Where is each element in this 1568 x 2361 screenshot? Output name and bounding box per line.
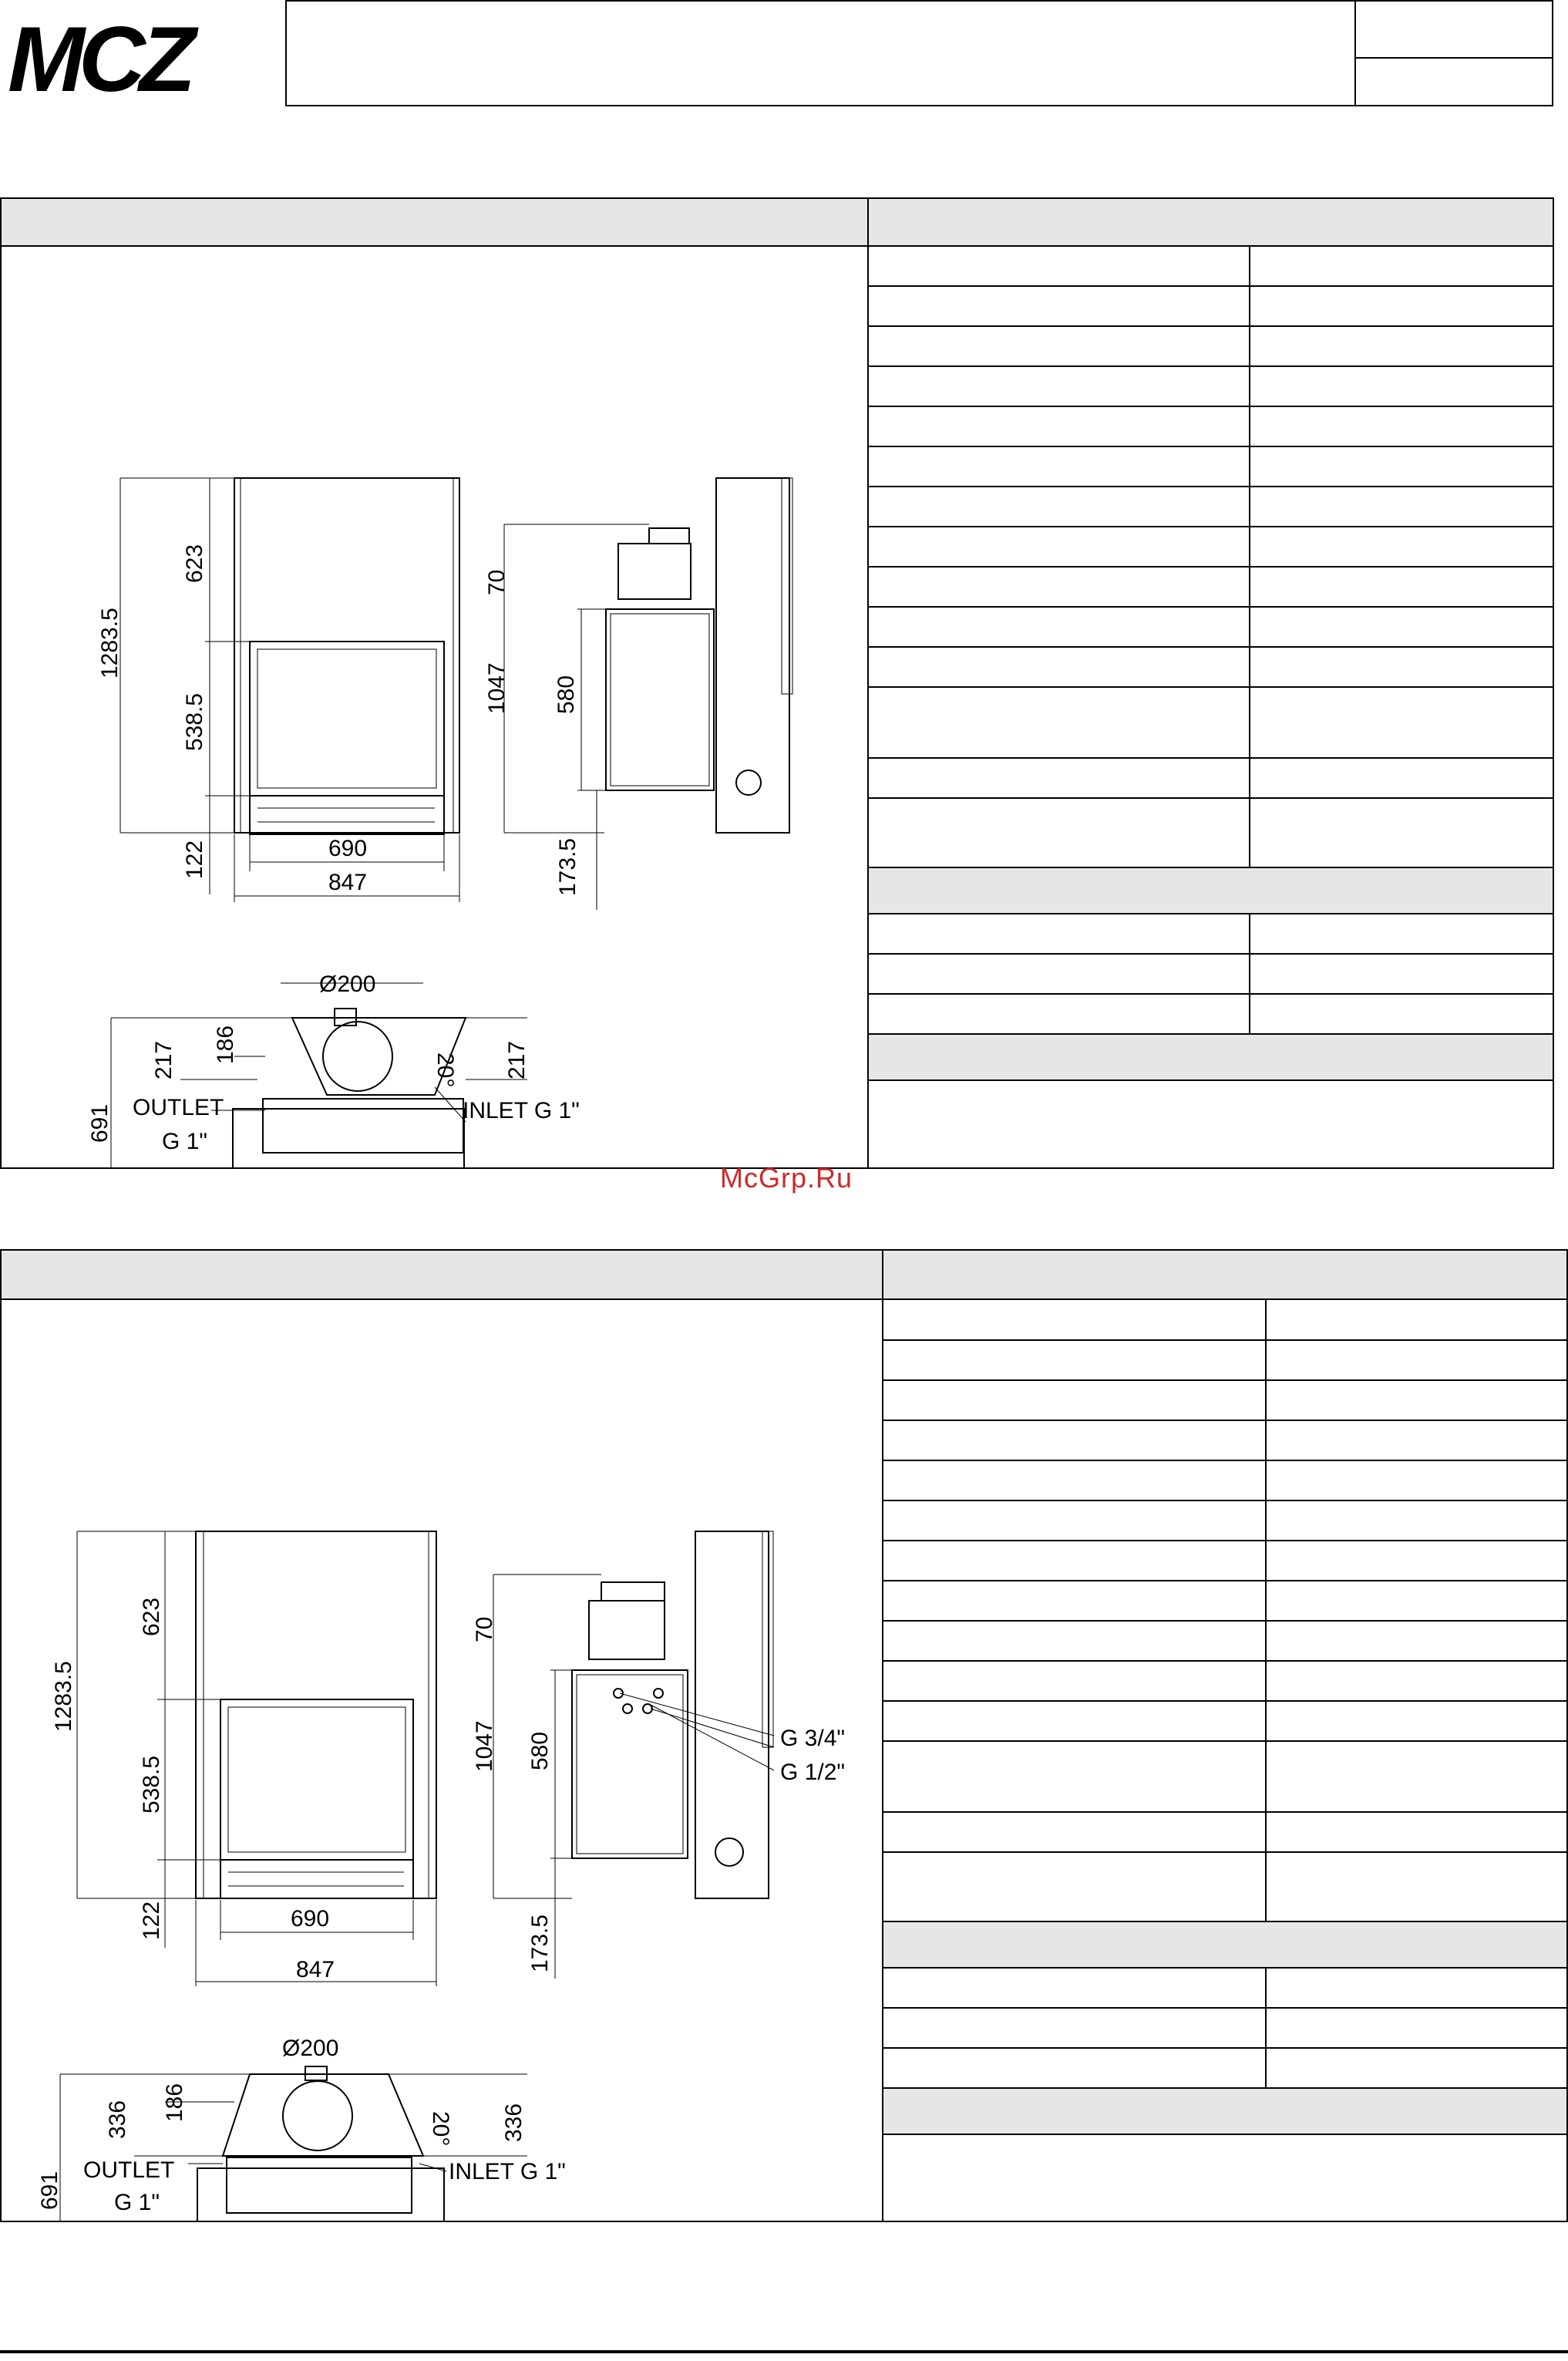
- table-row: [869, 567, 1553, 607]
- inlet-label: INLET G 1": [449, 2159, 566, 2184]
- dim-inner-width: 690: [291, 1906, 330, 1932]
- dim-depth: 691: [87, 1103, 113, 1143]
- outlet-size: G 1": [162, 1129, 208, 1154]
- table-row: [869, 914, 1553, 954]
- table-row: [883, 1300, 1566, 1340]
- dim-side-height: 1047: [484, 662, 510, 714]
- outlet-label: OUTLET: [133, 1095, 224, 1120]
- table-row: [883, 1852, 1566, 1921]
- table-row: [883, 1661, 1566, 1701]
- table-row: [869, 446, 1553, 487]
- table-row: [869, 1080, 1553, 1160]
- header-title-box: [285, 0, 1553, 106]
- header-divider: [1354, 0, 1356, 106]
- front-view: [120, 478, 459, 902]
- table-row: [869, 954, 1553, 994]
- table-row: [883, 1741, 1566, 1812]
- dim-side-left: 336: [105, 2100, 130, 2139]
- table-row: [869, 286, 1553, 326]
- table-row: [883, 1812, 1566, 1852]
- dim-inner-width: 690: [328, 836, 368, 861]
- dim-foot-height: 173.5: [527, 1914, 553, 1972]
- dim-base-height: 122: [139, 1901, 164, 1940]
- product-panel-1: [0, 197, 1554, 1169]
- dim-glass-height: 538.5: [139, 1755, 164, 1814]
- table-row: [869, 994, 1553, 1034]
- technical-drawing-2: [3, 1300, 880, 2221]
- dim-total-height: 1283.5: [97, 608, 123, 679]
- table-row: [869, 798, 1553, 867]
- table-row: [869, 247, 1553, 286]
- dim-body-height: 580: [554, 675, 579, 714]
- dim-rear: 186: [162, 2083, 187, 2122]
- table-row: [883, 1581, 1566, 1621]
- dim-upper-height: 623: [182, 544, 207, 583]
- table-row: [883, 1420, 1566, 1460]
- table-row: [883, 2134, 1566, 2213]
- table-row: [883, 1541, 1566, 1581]
- dim-flue-diameter: Ø200: [319, 972, 376, 997]
- table-section-row: [869, 1034, 1553, 1080]
- table-section-row: [883, 2088, 1566, 2134]
- dim-side-left: 217: [151, 1040, 177, 1079]
- panel-1-header-bar: [2, 199, 1553, 247]
- table-row: [883, 1621, 1566, 1661]
- table-row: [869, 406, 1553, 446]
- fitting-label-a: G 3/4": [780, 1726, 846, 1751]
- dim-foot-height: 173.5: [555, 837, 580, 896]
- table-row: [869, 647, 1553, 687]
- spec-table-1: [869, 247, 1553, 1160]
- dim-side-right: 217: [504, 1040, 530, 1079]
- dim-body-height: 580: [527, 1731, 553, 1770]
- dim-base-height: 122: [182, 840, 207, 879]
- dim-side-right: 336: [501, 2103, 527, 2142]
- table-row: [869, 607, 1553, 647]
- dim-upper-height: 623: [139, 1597, 164, 1636]
- dim-collar-height: 70: [484, 569, 510, 595]
- spec-table-2: [883, 1300, 1566, 2213]
- table-row: [883, 1460, 1566, 1500]
- table-row: [883, 2048, 1566, 2088]
- dim-flue-diameter: Ø200: [282, 2036, 339, 2061]
- dim-total-height: 1283.5: [51, 1661, 76, 1732]
- outlet-label: OUTLET: [83, 2157, 175, 2183]
- dim-outer-width: 847: [296, 1957, 335, 1982]
- inlet-label: INLET G 1": [463, 1098, 580, 1123]
- table-row: [869, 687, 1553, 758]
- mcz-logo: [8, 14, 274, 99]
- table-row: [883, 1968, 1566, 2008]
- table-row: [883, 1701, 1566, 1741]
- table-row: [883, 1500, 1566, 1541]
- table-row: [883, 1340, 1566, 1380]
- table-section-row: [869, 867, 1553, 914]
- table-section-row: [883, 1921, 1566, 1968]
- table-row: [869, 527, 1553, 567]
- dim-angle: 20°: [428, 2111, 453, 2147]
- table-row: [883, 2008, 1566, 2048]
- footer-rule: [0, 2350, 1568, 2353]
- table-row: [869, 487, 1553, 527]
- dim-side-height: 1047: [472, 1720, 497, 1772]
- table-row: [869, 758, 1553, 798]
- technical-drawing-1: [3, 247, 866, 1167]
- dim-collar-height: 70: [472, 1616, 497, 1642]
- table-row: [869, 366, 1553, 406]
- side-view: [504, 478, 792, 910]
- watermark: McGrp.Ru: [719, 1162, 853, 1194]
- outlet-size: G 1": [114, 2190, 160, 2215]
- logo-text: MCZ: [8, 14, 190, 99]
- header-divider-horizontal: [1356, 57, 1553, 59]
- dim-angle: 20°: [432, 1053, 458, 1088]
- dim-rear: 186: [213, 1025, 238, 1064]
- product-panel-2: [0, 1249, 1568, 2222]
- front-view: [77, 1531, 436, 1986]
- dim-depth: 691: [37, 2171, 62, 2210]
- dim-glass-height: 538.5: [182, 692, 207, 751]
- dim-outer-width: 847: [328, 870, 368, 895]
- table-row: [883, 1380, 1566, 1420]
- table-row: [869, 326, 1553, 366]
- panel-2-header-bar: [2, 1251, 1566, 1300]
- fitting-label-b: G 1/2": [780, 1760, 846, 1785]
